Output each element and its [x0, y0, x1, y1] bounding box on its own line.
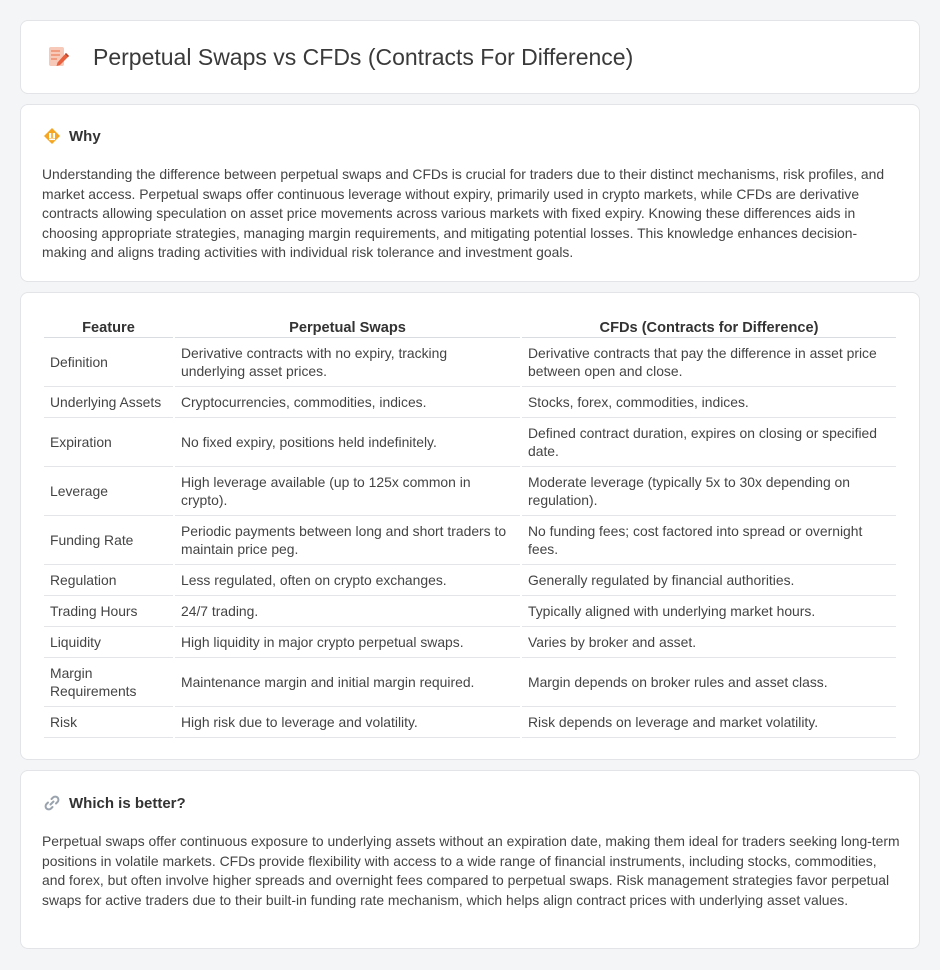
why-card	[20, 104, 920, 282]
table-row	[44, 565, 896, 596]
cell-feature: Margin Requirements	[44, 658, 173, 707]
cell-feature: Leverage	[44, 467, 173, 516]
cell-feature: Definition	[44, 338, 173, 387]
better-body: Perpetual swaps offer continuous exposure to underlying assets without an expiration date, making them ideal for traders seeking long-term positions in volatile markets. CFDs provide flexibility with access to a wide range of financial instruments, including stocks, commodities, and forex, but often involve higher spreads and overnight fees compared to perpetual swaps. Risk management strategies favor perpetual swaps for active traders due to their built-in funding rate mechanism, which helps align contract prices with underlying asset values.	[42, 833, 900, 908]
cell-cfd: Stocks, forex, commodities, indices.	[522, 387, 896, 418]
cell-perpetual: No fixed expiry, positions held indefinitely.	[175, 418, 520, 467]
cell-perpetual: 24/7 trading.	[175, 596, 520, 627]
cell-perpetual: Periodic payments between long and short traders to maintain price peg.	[175, 516, 520, 565]
which-is-better-card	[20, 770, 920, 949]
cell-perpetual: Maintenance margin and initial margin required.	[175, 658, 520, 707]
better-title: Which is better?	[69, 794, 186, 812]
cell-feature: Expiration	[44, 418, 173, 467]
cell-cfd: Moderate leverage (typically 5x to 30x depending on regulation).	[522, 467, 896, 516]
cell-cfd: Risk depends on leverage and market volatility.	[522, 707, 896, 738]
cell-feature: Risk	[44, 707, 173, 738]
cell-cfd: Varies by broker and asset.	[522, 627, 896, 658]
comparison-table	[42, 314, 898, 738]
table-row	[44, 387, 896, 418]
table-header-row	[44, 314, 896, 338]
cell-perpetual: High liquidity in major crypto perpetual swaps.	[175, 627, 520, 658]
cell-cfd: Margin depends on broker rules and asset class.	[522, 658, 896, 707]
why-title: Why	[69, 127, 101, 145]
cell-cfd: Defined contract duration, expires on closing or specified date.	[522, 418, 896, 467]
cell-feature: Liquidity	[44, 627, 173, 658]
cell-perpetual: Derivative contracts with no expiry, tracking underlying asset prices.	[175, 338, 520, 387]
header-cfds: CFDs (Contracts for Difference)	[522, 314, 896, 338]
cell-cfd: Typically aligned with underlying market hours.	[522, 596, 896, 627]
why-body: Understanding the difference between perpetual swaps and CFDs is crucial for traders due to their distinct mechanisms, risk profiles, and market access. Perpetual swaps offer continuous leverage without expiry, primarily used in crypto markets, while CFDs are derivative contracts allowing speculation on asset price movements across various markets with fixed expiry. Knowing these differences aids in choosing appropriate strategies, managing margin requirements, and mitigating potential losses. This knowledge enhances decision-making and aligns trading activities with individual risk tolerance and investment goals.	[42, 166, 885, 261]
link-icon	[43, 794, 61, 812]
cell-perpetual: Less regulated, often on crypto exchanges.	[175, 565, 520, 596]
table-row	[44, 338, 896, 387]
table-row	[44, 627, 896, 658]
cell-feature: Funding Rate	[44, 516, 173, 565]
table-row	[44, 596, 896, 627]
cell-feature: Underlying Assets	[44, 387, 173, 418]
comparison-card	[20, 292, 920, 760]
cell-perpetual: High risk due to leverage and volatility.	[175, 707, 520, 738]
title-card	[20, 20, 920, 94]
cell-perpetual: High leverage available (up to 125x common in crypto).	[175, 467, 520, 516]
cell-perpetual: Cryptocurrencies, commodities, indices.	[175, 387, 520, 418]
diamond-warning-icon	[43, 127, 61, 145]
cell-feature: Trading Hours	[44, 596, 173, 627]
why-heading	[43, 127, 101, 145]
cell-cfd: Derivative contracts that pay the difference in asset price between open and close.	[522, 338, 896, 387]
table-row	[44, 658, 896, 707]
table-row	[44, 516, 896, 565]
table-row	[44, 418, 896, 467]
header-feature: Feature	[44, 314, 173, 338]
better-heading	[43, 794, 186, 812]
header-perpetual-swaps: Perpetual Swaps	[175, 314, 520, 338]
edit-document-icon	[47, 44, 71, 70]
page-title: Perpetual Swaps vs CFDs (Contracts For Difference)	[93, 43, 634, 70]
cell-feature: Regulation	[44, 565, 173, 596]
table-row	[44, 707, 896, 738]
table-row	[44, 467, 896, 516]
cell-cfd: Generally regulated by financial authorities.	[522, 565, 896, 596]
cell-cfd: No funding fees; cost factored into spread or overnight fees.	[522, 516, 896, 565]
